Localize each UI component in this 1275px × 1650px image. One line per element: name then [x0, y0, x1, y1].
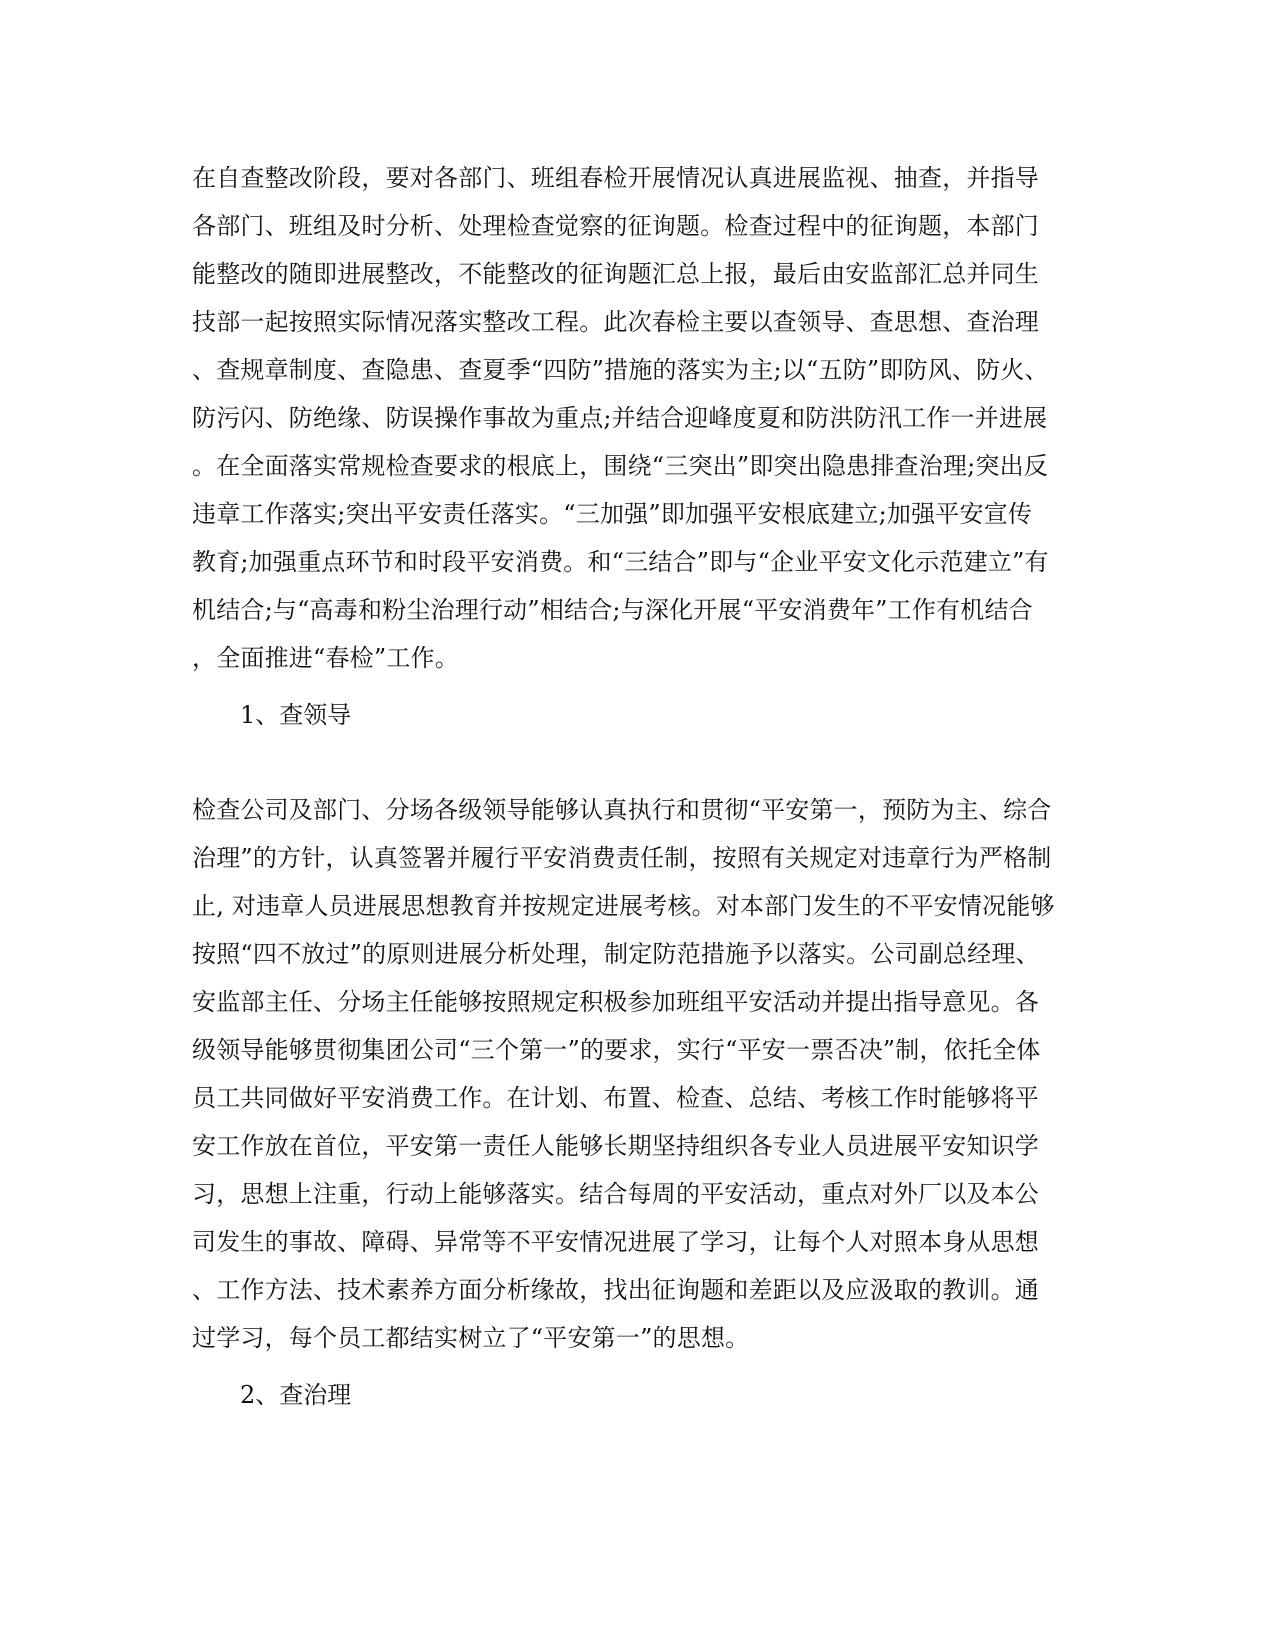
paragraph-line: 违章工作落实;突出平安责任落实。“三加强”即加强平安根底建立;加强平安宣传 [192, 500, 1033, 528]
paragraph-line: 。在全面落实常规检查要求的根底上，围绕“三突出”即突出隐患排查治理;突出反 [192, 452, 1049, 480]
paragraph-leadership-check [192, 786, 1072, 1362]
paragraph-line: 技部一起按照实际情况落实整改工程。此次春检主要以查领导、查思想、查治理 [192, 308, 1039, 336]
paragraph-line: 机结合;与“高毒和粉尘治理行动”相结合;与深化开展“平安消费年”工作有机结合 [192, 596, 1033, 624]
paragraph-line: ，全面推进“春检”工作。 [192, 644, 459, 672]
paragraph-line: 司发生的事故、障碍、异常等不平安情况进展了学习，让每个人对照本身从思想 [192, 1228, 1039, 1256]
paragraph-line: 安监部主任、分场主任能够按照规定积极参加班组平安活动并提出指导意见。各 [192, 988, 1039, 1016]
paragraph-line: 各部门、班组及时分析、处理检查觉察的征询题。检查过程中的征询题，本部门 [192, 212, 1039, 240]
paragraph-line: 员工共同做好平安消费工作。在计划、布置、检查、总结、考核工作时能够将平 [192, 1084, 1039, 1112]
paragraph-line: 、查规章制度、查隐患、查夏季“四防”措施的落实为主;以“五防”即防风、防火、 [192, 356, 1049, 384]
section-heading-management: 2、查治理 [240, 1381, 352, 1409]
paragraph-line: 教育;加强重点环节和时段平安消费。和“三结合”即与“企业平安文化示范建立”有 [192, 548, 1049, 576]
paragraph-line: 止, 对违章人员进展思想教育并按规定进展考核。对本部门发生的不平安情况能够 [192, 892, 1055, 920]
paragraph-line: 、工作方法、技术素养方面分析缘故，找出征询题和差距以及应汲取的教训。通 [192, 1276, 1039, 1304]
paragraph-line: 能整改的随即进展整改，不能整改的征询题汇总上报，最后由安监部汇总并同生 [192, 260, 1039, 288]
paragraph-line: 治理”的方针，认真签署并履行平安消费责任制，按照有关规定对违章行为严格制 [192, 844, 1052, 872]
paragraph-line: 过学习，每个员工都结实树立了“平安第一”的思想。 [192, 1324, 750, 1352]
paragraph-line: 在自查整改阶段，要对各部门、班组春检开展情况认真进展监视、抽查，并指导 [192, 164, 1039, 192]
paragraph-line: 级领导能够贯彻集团公司“三个第一”的要求，实行“平安一票否决”制，依托全体 [192, 1036, 1041, 1064]
paragraph-line: 按照“四不放过”的原则进展分析处理，制定防范措施予以落实。公司副总经理、 [192, 940, 1040, 968]
paragraph-line: 防污闪、防绝缘、防误操作事故为重点;并结合迎峰度夏和防洪防汛工作一并进展 [192, 404, 1048, 432]
paragraph-line: 检查公司及部门、分场各级领导能够认真执行和贯彻“平安第一，预防为主、综合 [192, 796, 1052, 824]
section-heading-leadership: 1、查领导 [240, 701, 352, 729]
paragraph-self-inspection [192, 154, 1072, 682]
paragraph-line: 安工作放在首位，平安第一责任人能够长期坚持组织各专业人员进展平安知识学 [192, 1132, 1039, 1160]
paragraph-line: 习，思想上注重，行动上能够落实。结合每周的平安活动，重点对外厂以及本公 [192, 1180, 1039, 1208]
